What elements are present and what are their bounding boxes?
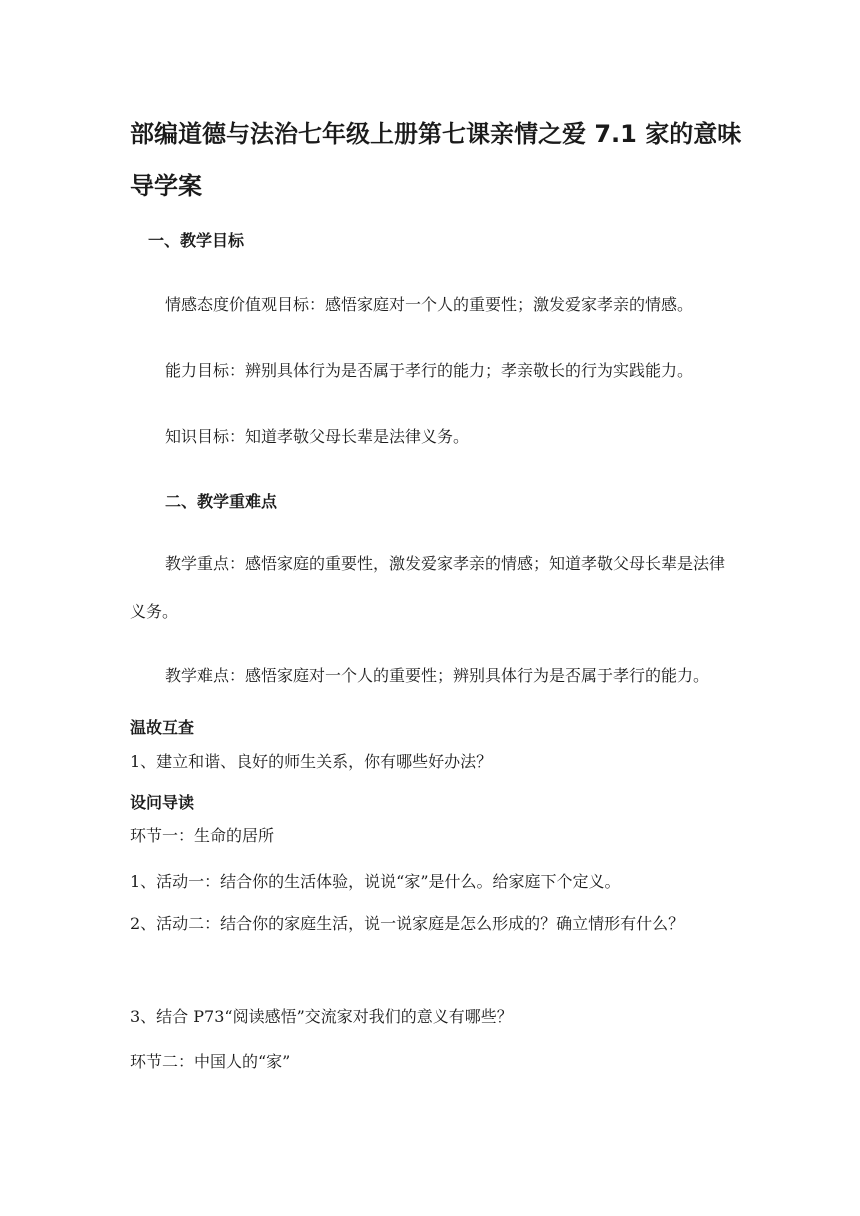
document-title: 部编道德与法治七年级上册第七课亲情之爱 7.1 家的意味导学案 (130, 120, 742, 200)
objective-emotion: 情感态度价值观目标：感悟家庭对一个人的重要性；激发爱家孝亲的情感。 (165, 295, 694, 314)
guide-part-two: 环节二：中国人的“家” (130, 1052, 291, 1071)
section-heading-objectives: 一、教学目标 (148, 231, 245, 250)
review-question: 1、建立和谐、良好的师生关系，你有哪些好办法？ (130, 752, 493, 771)
activity-one: 1、活动一：结合你的生活体验，说说“家”是什么。给家庭下个定义。 (130, 872, 621, 891)
review-heading: 温故互查 (130, 718, 195, 737)
key-point-text: 教学重点：感悟家庭的重要性，激发爱家孝亲的情感；知道孝敬父母长辈是法律义务。 (130, 554, 726, 621)
difficult-point-text: 教学难点：感悟家庭对一个人的重要性；辨别具体行为是否属于孝行的能力。 (165, 666, 710, 685)
objective-knowledge: 知识目标：知道孝敬父母长辈是法律义务。 (165, 427, 470, 446)
guide-heading: 设问导读 (130, 793, 195, 812)
guide-part-one: 环节一：生命的居所 (130, 826, 275, 845)
activity-two: 2、活动二：结合你的家庭生活，说一说家庭是怎么形成的？确立情形有什么？ (130, 914, 685, 933)
activity-three: 3、结合 P73“阅读感悟”交流家对我们的意义有哪些？ (130, 1007, 513, 1026)
objective-ability: 能力目标：辨别具体行为是否属于孝行的能力；孝亲敬长的行为实践能力。 (165, 361, 694, 380)
section-heading-key-points: 二、教学重难点 (165, 492, 278, 511)
